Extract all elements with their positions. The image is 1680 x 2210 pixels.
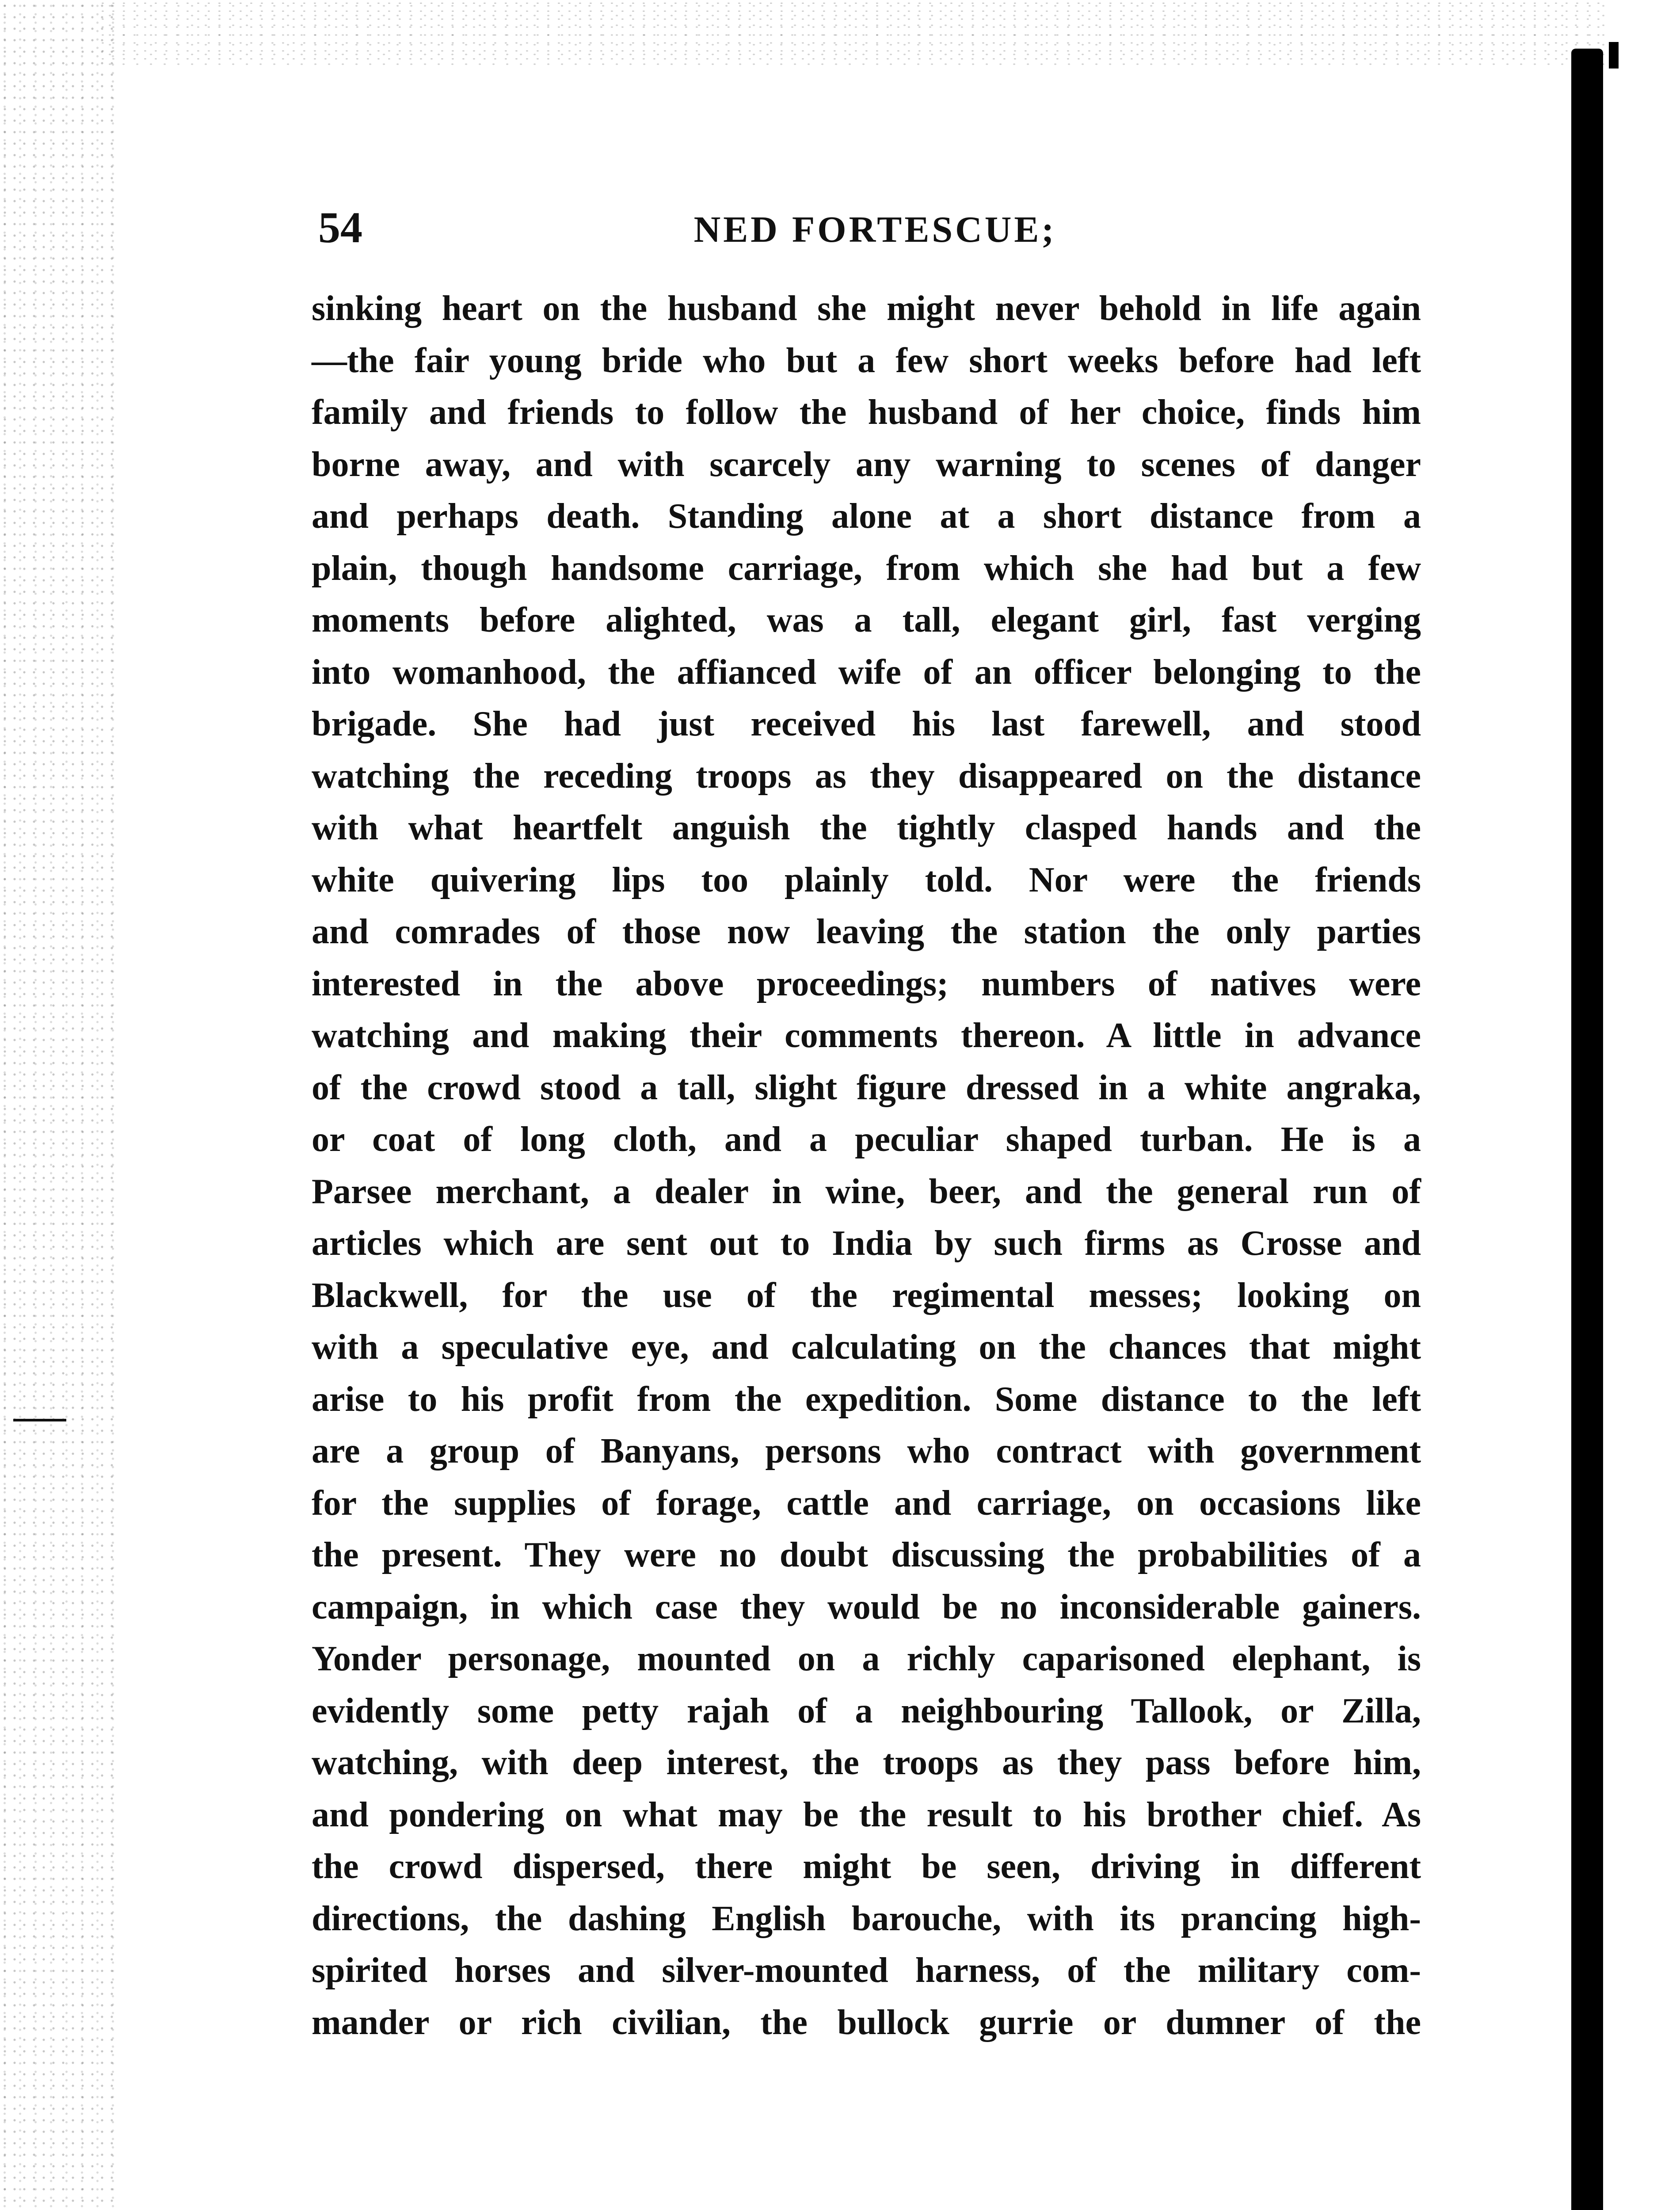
text-line: directions, the dashing English barouche, with its prancing high-	[312, 1899, 1421, 1938]
text-line: and comrades of those now leaving the station the only parties	[312, 912, 1421, 951]
running-title: NED FORTESCUE;	[693, 209, 1057, 250]
text-line: the present. They were no doubt discussing the probabilities of a	[312, 1536, 1421, 1574]
text-line: —the fair young bride who but a few short weeks before had left	[312, 341, 1421, 380]
text-line: moments before alighted, was a tall, elegant girl, fast verging	[312, 601, 1421, 640]
page-number: 54	[318, 203, 362, 252]
text-line: arise to his profit from the expedition. Some distance to the left	[312, 1379, 1421, 1419]
text-line: and pondering on what may be the result to his brother chief. As	[312, 1795, 1421, 1834]
text-line: with what heartfelt anguish the tightly clasped hands and the	[312, 808, 1421, 847]
text-line: spirited horses and silver-mounted harness, of the military com-	[312, 1951, 1421, 1990]
text-line: or coat of long cloth, and a peculiar shaped turban. He is a	[312, 1120, 1421, 1159]
page-header	[318, 203, 1414, 252]
text-line: brigade. She had just received his last farewell, and stood	[312, 705, 1421, 743]
text-line: and perhaps death. Standing alone at a short distance from a	[312, 497, 1421, 536]
binding-gutter-shadow	[1571, 49, 1603, 2210]
text-line: for the supplies of forage, cattle and carriage, on occasions like	[312, 1483, 1421, 1523]
text-line: articles which are sent out to India by such firms as Crosse and	[312, 1224, 1421, 1263]
binding-gutter-mark	[1609, 42, 1619, 69]
text-line: sinking heart on the husband she might never behold in life again	[312, 289, 1421, 328]
text-line: of the crowd stood a tall, slight figure dressed in a white angraka,	[312, 1068, 1421, 1107]
text-line: with a speculative eye, and calculating on the chances that might	[312, 1328, 1421, 1367]
text-line: watching and making their comments thereon. A little in advance	[312, 1016, 1421, 1055]
text-line: interested in the above proceedings; numbers of natives were	[312, 964, 1421, 1003]
margin-mark	[13, 1419, 66, 1421]
scan-noise-left	[0, 0, 115, 2210]
text-line: Parsee merchant, a dealer in wine, beer, and the general run of	[312, 1172, 1421, 1211]
text-line: watching the receding troops as they disappeared on the distance	[312, 756, 1421, 796]
text-line: watching, with deep interest, the troops as they pass before him,	[312, 1743, 1421, 1782]
body-text	[312, 283, 1421, 2049]
text-line: white quivering lips too plainly told. Nor were the friends	[312, 860, 1421, 899]
scan-noise-top	[102, 0, 1604, 66]
text-line: evidently some petty rajah of a neighbouring Tallook, or Zilla,	[312, 1691, 1421, 1730]
text-line: the crowd dispersed, there might be seen, driving in different	[312, 1847, 1421, 1886]
text-line: Yonder personage, mounted on a richly caparisoned elephant, is	[312, 1639, 1421, 1678]
text-line: into womanhood, the affianced wife of an officer belonging to the	[312, 652, 1421, 692]
text-line: mander or rich civilian, the bullock gurrie or dumner of the	[312, 2003, 1421, 2042]
text-line: Blackwell, for the use of the regimental messes; looking on	[312, 1276, 1421, 1315]
text-line: campaign, in which case they would be no inconsiderable gainers.	[312, 1587, 1421, 1627]
text-line: borne away, and with scarcely any warning to scenes of danger	[312, 445, 1421, 484]
text-line: family and friends to follow the husband of her choice, finds him	[312, 393, 1421, 432]
text-line: are a group of Banyans, persons who contract with government	[312, 1432, 1421, 1471]
text-line: plain, though handsome carriage, from which she had but a few	[312, 549, 1421, 588]
